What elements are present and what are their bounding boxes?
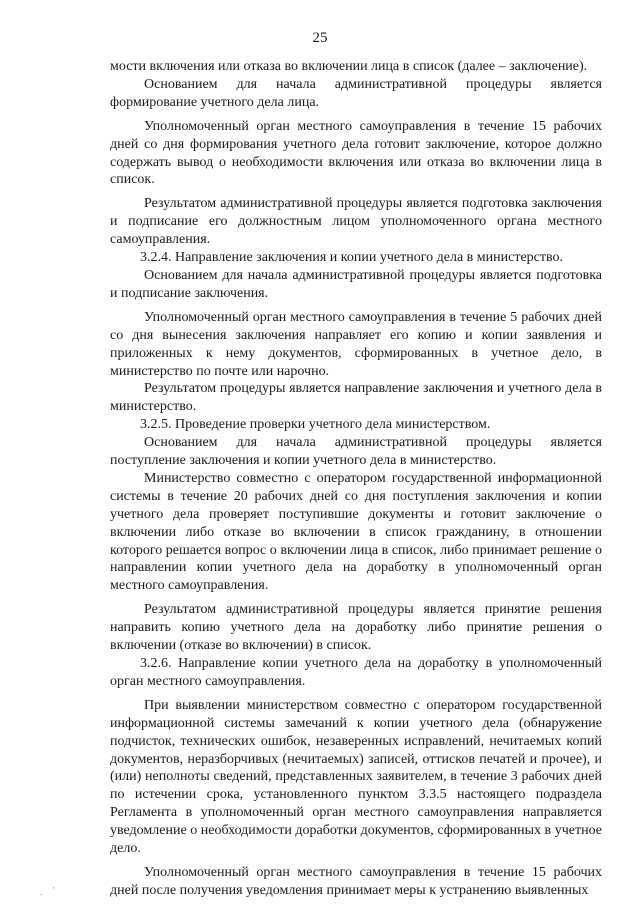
section-heading-3-2-4: 3.2.4. Направление заключения и копии учетного дела в министерство.: [140, 250, 564, 266]
paragraph: Основанием для начала административной процедуры является поступление заключения и копии учетного дела в министерство.: [110, 435, 602, 469]
document-body: [110, 58, 602, 900]
paragraph: Уполномоченный орган местного самоуправления в течение 15 рабочих дней после получения уведомления принимает меры к устранению выявленных: [110, 864, 602, 898]
scan-speck: .: [40, 887, 43, 897]
paragraph: Основанием для начала административной процедуры является формирование учетного дела лица.: [110, 76, 602, 110]
paragraph: Результатом административной процедуры является принятие решения направить копию учетного дела на доработку либо принятие решения о включении (отказе во включении) в список.: [110, 602, 602, 654]
paragraph: Министерство совместно с оператором государственной информационной системы в течение 20 рабочих дней со дня поступления заключения и копии учетного дела проверяет поступившие документы и готовит заключение о включении либо отказе во включении в список гражданину, в отношении которого решается вопрос о включении лица в список, либо принимает решение о направлении копии учетного дела на доработку в уполномоченный орган местного самоуправления.: [110, 470, 602, 594]
section-heading-3-2-6: 3.2.6. Направление копии учетного дела на доработку в уполномоченный орган местного самоуправления.: [110, 656, 602, 689]
paragraph: Основанием для начала административной процедуры является подготовка и подписание заключения.: [110, 267, 602, 301]
page-number: 25: [312, 30, 328, 46]
paragraph: Результатом процедуры является направление заключения и учетного дела в министерство.: [110, 381, 602, 415]
paragraph: Уполномоченный орган местного самоуправления в течение 15 рабочих дней со дня формирования учетного дела готовит заключение, которое должно содержать вывод о необходимости включения или отказа во включении лица в список.: [110, 118, 602, 188]
paragraph-continuation: мости включения или отказа во включении лица в список (далее – заключение).: [110, 59, 588, 74]
paragraph: Уполномоченный орган местного самоуправления в течение 5 рабочих дней со дня вынесения заключения направляет его копию и копии заявления и приложенных к нему документов, сформированных в учетное дело, в министерство по почте или нарочно.: [110, 309, 602, 379]
paragraph: Результатом административной процедуры является подготовка заключения и подписание его должностным лицом уполномоченного органа местного самоуправления.: [110, 196, 602, 248]
paragraph: При выявлении министерством совместно с оператором государственной информационной системы замечаний к копии учетного дела (обнаружение подчисток, технических ошибок, незаверенных исправлений, нечитаемых копий документов, неразборчивых (нечитаемых) записей, оттисков печатей и прочее), и (или) неполноты сведений, представленных заявителем, в течение 3 рабочих дней по истечении срока, установленного пунктом 3.3.5 настоящего подраздела Регламента в уполномоченный орган местного самоуправления направляется уведомление о необходимости доработки документов, сформированных в учетное дело.: [110, 697, 602, 857]
scan-speck: ·: [52, 883, 55, 893]
section-heading-3-2-5: 3.2.5. Проведение проверки учетного дела министерством.: [140, 417, 491, 433]
